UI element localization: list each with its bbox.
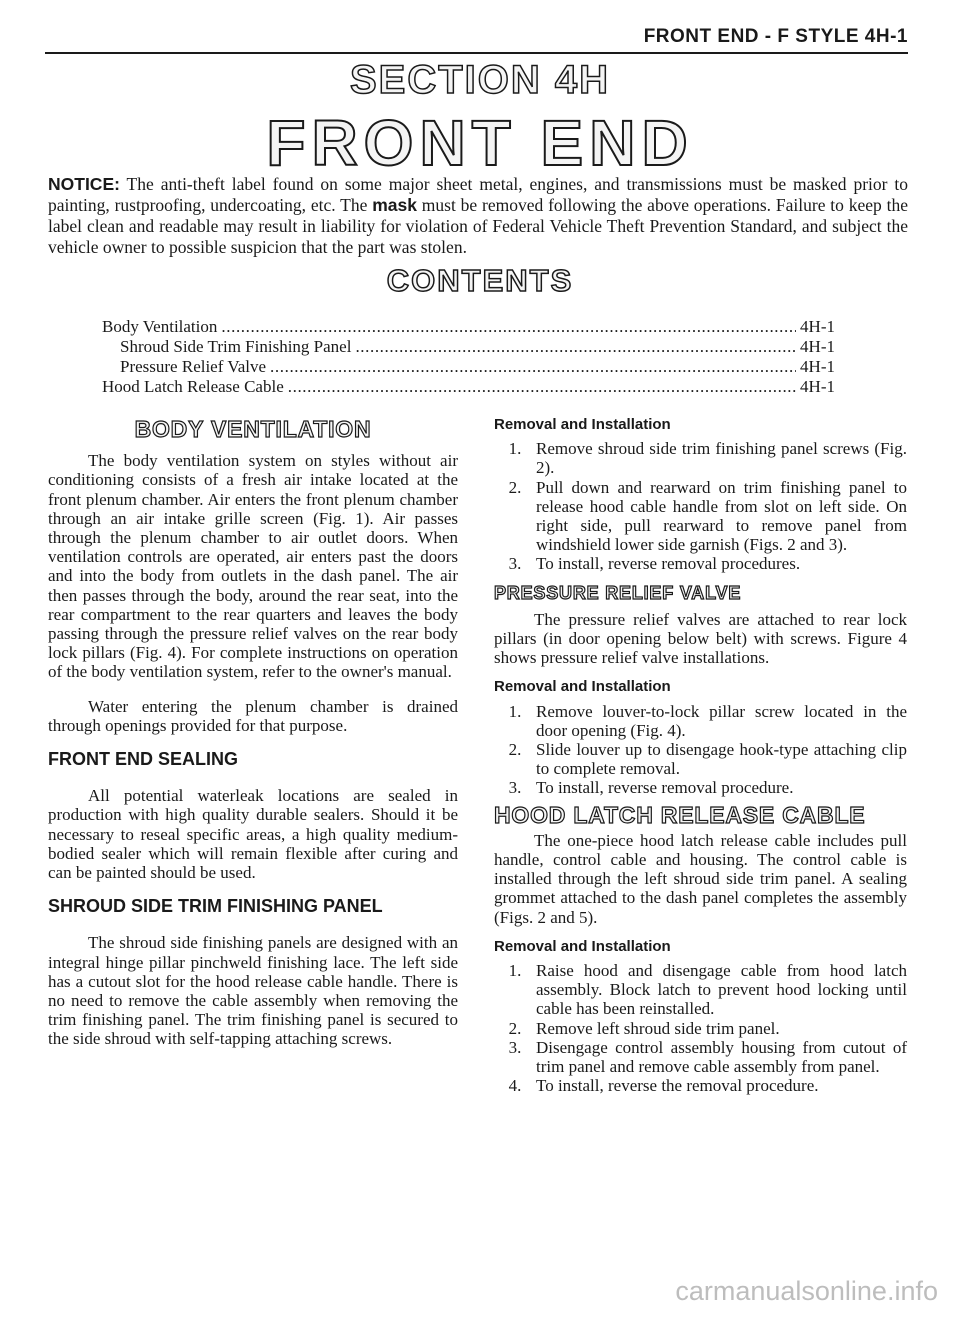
toc-entry-hood-latch-cable[interactable] [102, 377, 835, 397]
notice-text-b: must be removed following the above operations. Failure to keep the label clean and readable may result in liability for violation of Federal Vehicle Theft Prevention Standard, and subject the vehicle owner to possible suspicion that the part was stolen. [48, 195, 908, 257]
toc-entry-label: Shroud Side Trim Finishing Panel [120, 337, 352, 356]
list-item [494, 1076, 907, 1095]
toc-entry-label: Body Ventilation [102, 317, 218, 336]
step-number: 1. [508, 961, 522, 981]
toc-entry-pressure-relief-valve[interactable] [102, 357, 835, 377]
step-number: 2. [508, 1018, 522, 1038]
toc-entry-page: 4H-1 [800, 377, 835, 396]
toc-leader-dots [221, 317, 796, 337]
step-text: Remove shroud side trim finishing panel screws (Fig. 2). [536, 439, 907, 478]
step-text: Remove louver-to-lock pillar screw located in the door opening (Fig. 4). [536, 701, 907, 740]
step-number: 2. [508, 740, 522, 760]
hood-latch-removal-heading: Removal and Installation [494, 937, 671, 955]
left-column [48, 416, 458, 1049]
shroud-panel-paragraph: The shroud side finishing panels are designed with an integral hinge pillar pinchweld finishing lace. The left side has a cutout slot for the hood release cable handle. There is no need to remove the cable assembly when removing the trim finishing panel. The trim finishing panel is secured to the side shroud with self-tapping attaching screws. [48, 933, 458, 1049]
right-column [494, 415, 907, 1096]
front-end-sealing-heading: FRONT END SEALING [48, 749, 239, 770]
shroud-removal-heading: Removal and Installation [494, 416, 671, 433]
step-number: 3. [508, 554, 522, 574]
toc-entry-body-ventilation[interactable] [102, 317, 835, 337]
step-number: 1. [508, 701, 522, 721]
hood-latch-heading: HOOD LATCH RELEASE CABLE [494, 801, 866, 828]
step-number: 3. [508, 778, 522, 798]
list-item [494, 1019, 907, 1038]
running-head: FRONT END - F STYLE 4H-1 [643, 26, 908, 47]
step-text: To install, reverse the removal procedure. [536, 1076, 819, 1096]
front-end-sealing-paragraph: All potential waterleak locations are sealed in production with high quality durable sealers. Should it be necessary to reseal specific areas, a high quality medium-bodied sealer which will remain flexible after curing and can be painted should be used. [48, 786, 458, 883]
toc-leader-dots [270, 357, 796, 377]
pressure-relief-removal-heading: Removal and Installation [494, 678, 671, 696]
list-item [494, 439, 907, 477]
toc-entry-shroud-panel[interactable] [102, 337, 835, 357]
list-item [494, 961, 907, 1019]
step-number: 3. [508, 1037, 522, 1057]
step-text: To install, reverse removal procedure. [536, 778, 794, 798]
section-label: SECTION 4H [349, 58, 611, 102]
watermark: carmanualsonline.info [675, 1276, 938, 1306]
shroud-removal-steps [494, 439, 907, 573]
list-item [494, 778, 907, 797]
step-text: Pull down and rearward on trim finishing panel to release hood cable handle from slot on left side. On right side, pull rearward to remove panel from windshield lower side garnish (Figs. 2 and 3). [536, 477, 907, 555]
notice-label: NOTICE: [48, 174, 120, 194]
page-title: FRONT END [266, 107, 694, 179]
step-text: To install, reverse removal procedures. [536, 554, 801, 574]
toc-entry-label: Hood Latch Release Cable [102, 377, 284, 396]
notice-mask-word: mask [372, 195, 417, 215]
list-item [494, 554, 907, 573]
list-item [494, 740, 907, 778]
hood-latch-paragraph: The one-piece hood latch release cable includes pull handle, control cable and housing. The control cable is installed through the left shroud side trim panel. A sealing grommet attached to the dash panel completes the assembly (Figs. 2 and 5). [494, 830, 907, 927]
toc-entry-label: Pressure Relief Valve [120, 357, 267, 376]
toc-leader-dots [355, 337, 796, 357]
shroud-panel-heading: SHROUD SIDE TRIM FINISHING PANEL [48, 896, 383, 917]
toc-entry-page: 4H-1 [800, 357, 835, 376]
pressure-relief-paragraph: The pressure relief valves are attached to rear lock pillars (in door opening below belt) with screws. Figure 4 shows pressure relief valve installations. [494, 609, 907, 668]
step-number: 1. [508, 439, 522, 459]
pressure-relief-heading: PRESSURE RELIEF VALVE [494, 582, 742, 603]
list-item [494, 1038, 907, 1076]
body-ventilation-drain-paragraph: Water entering the plenum chamber is drained through openings provided for that purpose. [48, 696, 458, 735]
table-of-contents [102, 317, 835, 397]
contents-title: CONTENTS [386, 263, 574, 298]
body-ventilation-paragraph: The body ventilation system on styles without air conditioning consists of a fresh air intake located at the front plenum chamber. Air enters the front plenum chamber through an air intake grille screen (Fig. 1). Air passes through the plenum chamber to air outlet doors. When ventilation controls are operated, air enters past the doors and into the body from outlets in the dash panel. The air then passes through the body, around the rear seat, into the rear compartment to the rear quarters and leaves the body passing through the pressure relief valves on the rear body lock pillars (Fig. 4). For complete instructions on operation of the body ventilation system, refer to the owner's manual. [48, 451, 458, 682]
toc-entry-page: 4H-1 [800, 337, 835, 356]
step-text: Disengage control assembly housing from cutout of trim panel and remove cable assembly from panel. [536, 1037, 907, 1077]
step-number: 4. [508, 1076, 522, 1096]
list-item [494, 478, 907, 555]
toc-entry-page: 4H-1 [800, 317, 835, 336]
notice-text-a: The anti-theft label found on some major sheet metal, engines, and transmissions must be masked prior to painting, rustproofing, undercoating, etc. The [48, 174, 908, 215]
step-text: Slide louver up to disengage hook-type attaching clip to complete removal. [536, 740, 907, 779]
step-number: 2. [508, 477, 522, 497]
toc-leader-dots [288, 377, 796, 397]
notice-paragraph [48, 174, 908, 258]
hood-latch-steps [494, 961, 907, 1095]
step-text: Raise hood and disengage cable from hood latch assembly. Block latch to prevent hood locking until cable has been reinstalled. [536, 961, 907, 1019]
list-item [494, 702, 907, 740]
body-ventilation-heading: BODY VENTILATION [134, 416, 372, 442]
header-rule [45, 52, 908, 54]
pressure-relief-steps [494, 702, 907, 798]
step-text: Remove left shroud side trim panel. [536, 1018, 780, 1038]
